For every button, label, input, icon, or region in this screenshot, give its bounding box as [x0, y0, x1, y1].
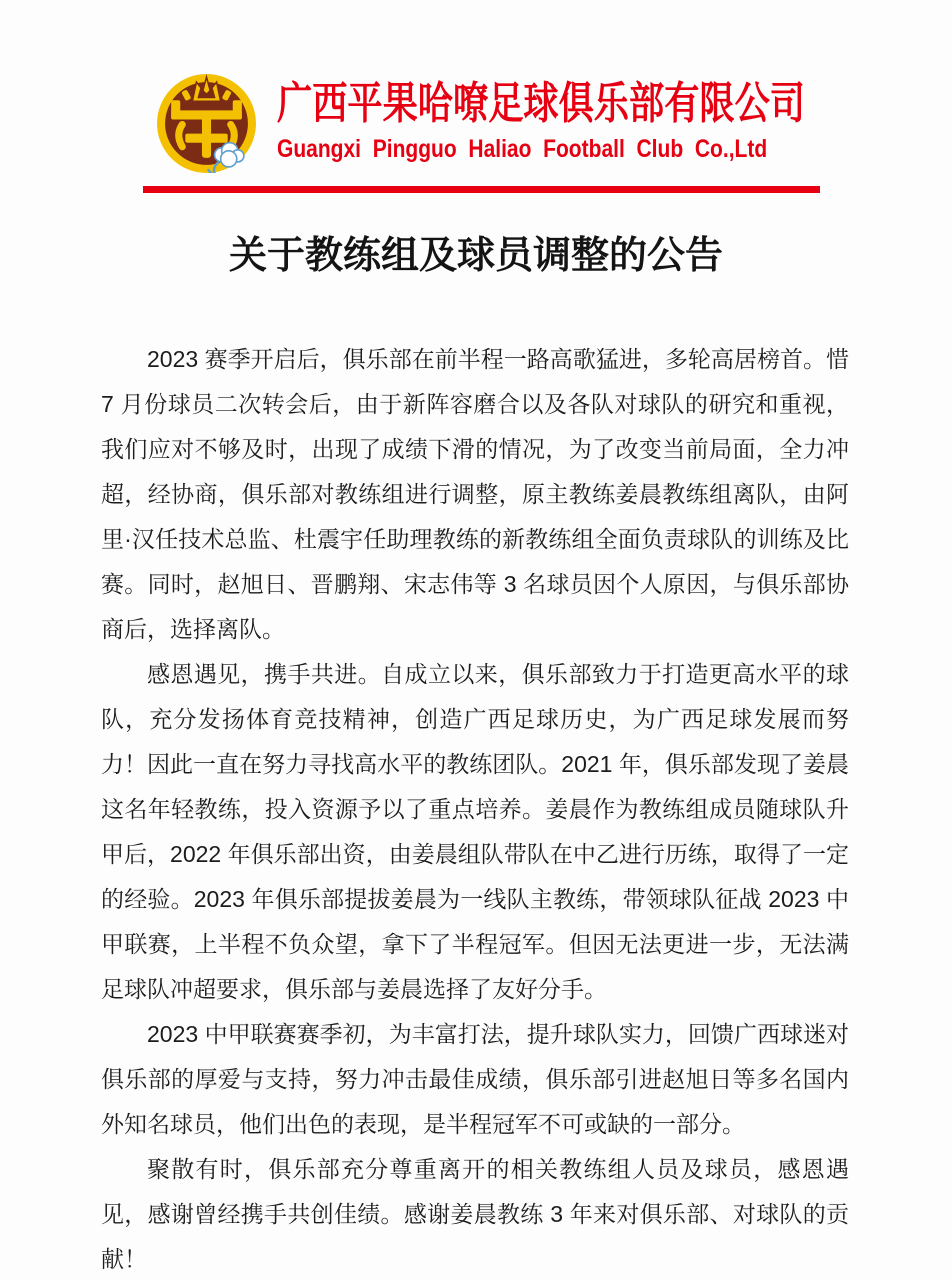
paragraph: 2023 中甲联赛赛季初，为丰富打法，提升球队实力，回馈广西球迷对俱乐部的厚爱与支持，努力冲击最佳成绩，俱乐部引进赵旭日等多名国内外知名球员，他们出色的表现，是半程冠军不可或缺的一部分。: [101, 1021, 849, 1137]
letterhead: [155, 70, 937, 173]
paragraph: 感恩遇见，携手共进。自成立以来，俱乐部致力于打造更高水平的球队，充分发扬体育竞技精神，创造广西足球历史，为广西足球发展而努力！因此一直在努力寻找高水平的教练团队。2021 年，俱乐部发现了姜晨这名年轻教练，投入资源予以了重点培养。姜晨作为教练组成员随球队升甲后，2022 年俱乐部出资，由姜晨组队带队在中乙进行历练，取得了一定的经验。2023 年俱乐部提拔姜晨为一线队主教练，带领球队征战 2023 中甲联赛，上半程不负众望，拿下了半程冠军。但因无法更进一步，无法满足球队冲超要求，俱乐部与姜晨选择了友好分手。: [101, 661, 849, 1002]
club-emblem-icon: [155, 70, 258, 173]
paragraph: 2023 赛季开启后，俱乐部在前半程一路高歌猛进，多轮高居榜首。惜 7 月份球员二次转会后，由于新阵容磨合以及各队对球队的研究和重视，我们应对不够及时，出现了成绩下滑的情况，为了改变当前局面，全力冲超，经协商，俱乐部对教练组进行调整，原主教练姜晨教练组离队，由阿里·汉任技术总监、杜震宇任助理教练的新教练组全面负责球队的训练及比赛。同时，赵旭日、晋鹏翔、宋志伟等 3 名球员因个人原因，与俱乐部协商后，选择离队。: [101, 346, 849, 642]
company-name-en: Guangxi Pingguo Haliao Football Club Co.,Ltd: [277, 135, 768, 164]
document-body: [101, 337, 849, 1280]
letterhead-divider-line: [143, 186, 820, 193]
letterhead-text: [277, 70, 937, 164]
paragraph: 聚散有时，俱乐部充分尊重离开的相关教练组人员及球员，感恩遇见，感谢曾经携手共创佳绩。感谢姜晨教练 3 年来对俱乐部、对球队的贡献！: [101, 1156, 849, 1272]
company-name-zh: 广西平果哈嘹足球俱乐部有限公司: [277, 79, 805, 128]
document-title: 关于教练组及球员调整的公告: [228, 235, 723, 277]
